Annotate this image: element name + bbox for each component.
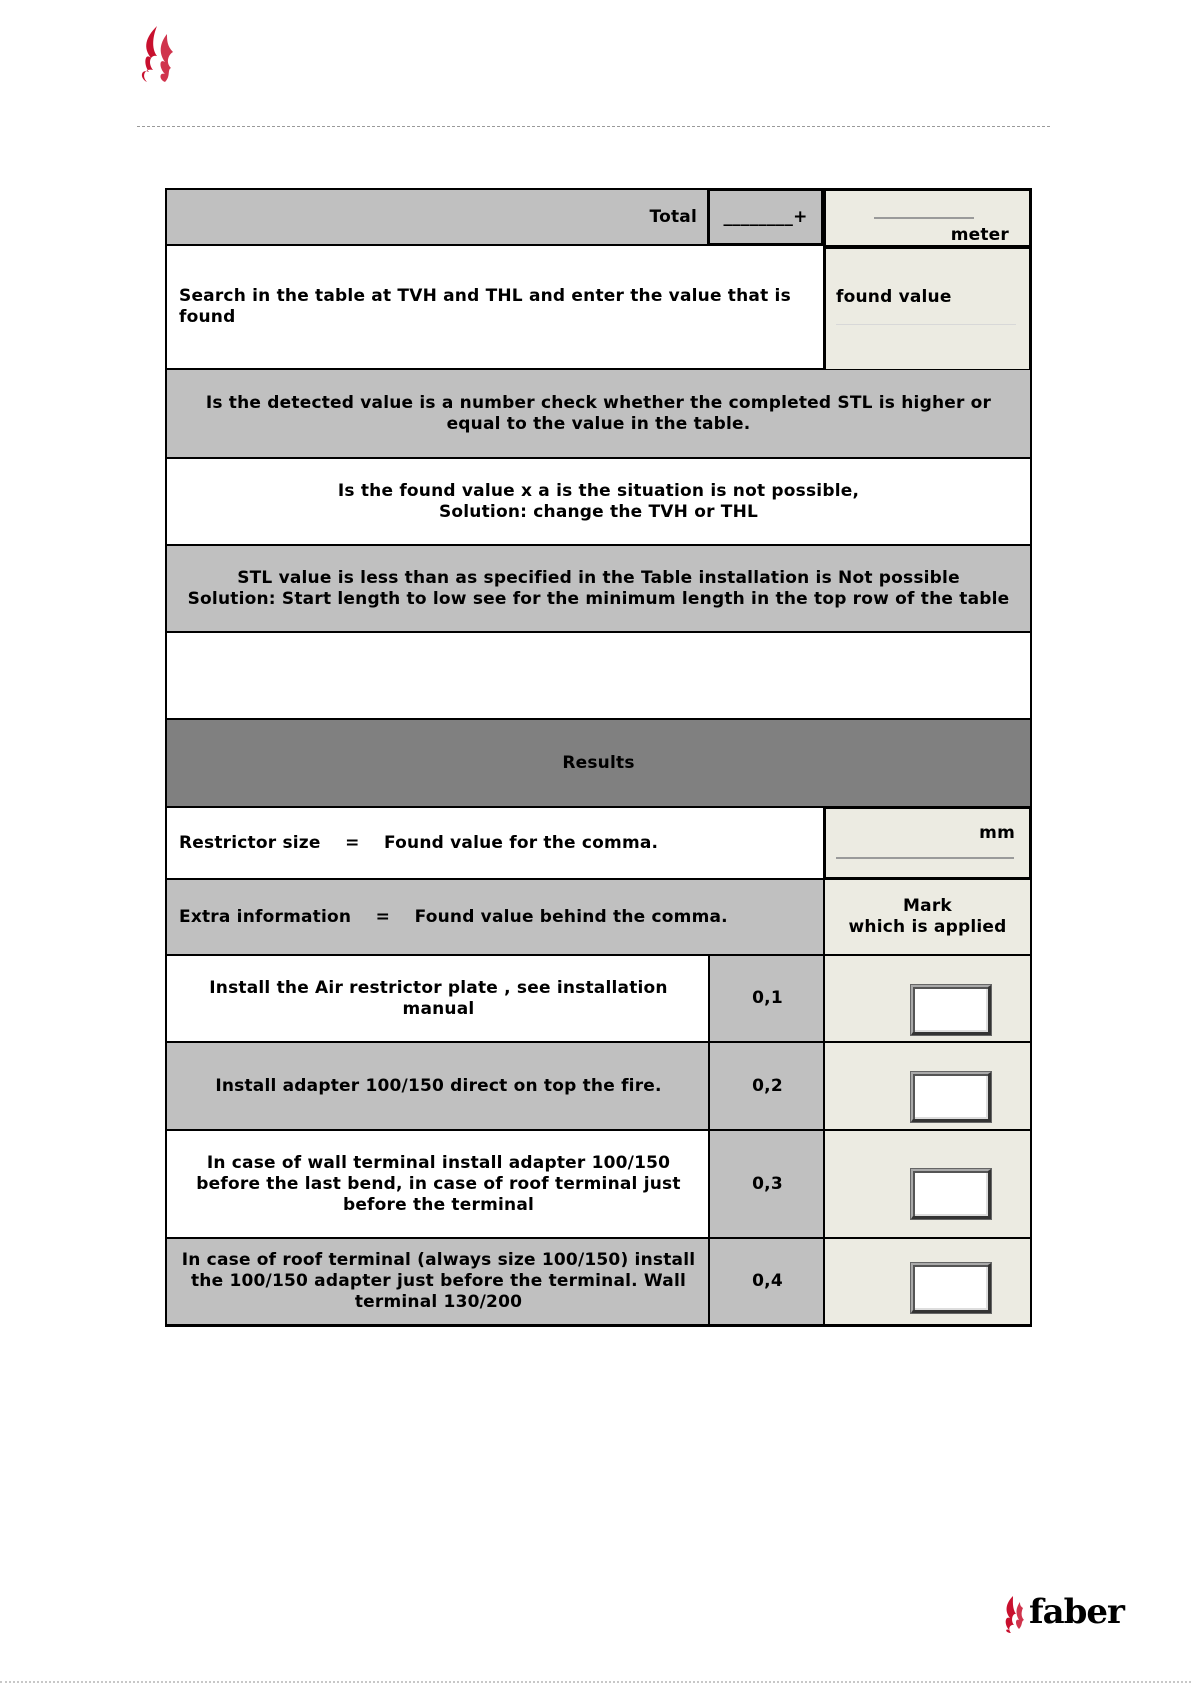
option-mark-cell xyxy=(823,1239,1032,1327)
option-code-cell xyxy=(708,956,825,1043)
total-unit: meter xyxy=(950,225,1009,245)
footer-divider xyxy=(0,1681,1191,1683)
stl-cell xyxy=(165,546,1032,633)
found-value-cell[interactable] xyxy=(823,246,1032,372)
option-row-4 xyxy=(165,1239,710,1327)
option-checkbox[interactable] xyxy=(911,1072,991,1122)
restrictor-field[interactable] xyxy=(836,857,1014,859)
option-mark-cell xyxy=(823,1043,1032,1131)
found-value-field[interactable] xyxy=(836,324,1016,325)
extra-info-cell xyxy=(165,880,825,956)
extra-info-text: Extra information = Found value behind the comma. xyxy=(179,906,728,927)
total-input-cell[interactable] xyxy=(707,188,824,246)
option-code: 0,1 xyxy=(752,988,783,1008)
stl-line1: STL value is less than as specified in the Table installation is Not possible xyxy=(237,567,960,588)
total-label-cell xyxy=(165,188,709,246)
found-value-label: found value xyxy=(836,287,952,307)
total-input[interactable]: ________+ xyxy=(723,206,808,227)
brand-name: faber xyxy=(1029,1592,1124,1632)
restrictor-text: Restrictor size = Found value for the comma. xyxy=(179,832,659,853)
option-description: In case of roof terminal (always size 100/150) install the 100/150 adapter just before the terminal. Wall terminal 130/200 xyxy=(181,1250,696,1312)
option-description: Install the Air restrictor plate , see installation manual xyxy=(209,977,668,1019)
option-code-cell xyxy=(708,1131,825,1239)
option-checkbox[interactable] xyxy=(911,1263,991,1313)
x-case-line1: Is the found value x a is the situation is not possible, xyxy=(337,480,860,501)
option-mark-cell xyxy=(823,1131,1032,1239)
search-instruction: Search in the table at TVH and THL and enter the value that is found xyxy=(179,286,791,327)
total-meter-field[interactable] xyxy=(874,217,974,219)
empty-row xyxy=(165,633,1032,720)
check-number-text: Is the detected value is a number check whether the completed STL is higher or equal to the value in the table. xyxy=(205,392,992,434)
restrictor-cell xyxy=(165,808,825,880)
restrictor-mm-cell[interactable] xyxy=(823,806,1032,880)
option-mark-cell xyxy=(823,956,1032,1043)
x-case-cell xyxy=(165,459,1032,546)
header-divider xyxy=(137,126,1050,127)
option-code: 0,4 xyxy=(752,1271,783,1291)
option-row-1 xyxy=(165,956,710,1043)
mark-heading-line1: Mark xyxy=(903,896,952,916)
mark-heading-cell xyxy=(823,880,1032,956)
option-checkbox[interactable] xyxy=(911,1169,991,1219)
results-heading-cell xyxy=(165,720,1032,808)
option-row-3 xyxy=(165,1131,710,1239)
results-heading: Results xyxy=(562,752,635,773)
faber-logo xyxy=(1001,1592,1124,1634)
total-meter-cell[interactable] xyxy=(823,188,1032,248)
x-case-line2: Solution: change the TVH or THL xyxy=(438,501,759,522)
total-label: Total xyxy=(649,206,697,227)
option-row-2 xyxy=(165,1043,710,1131)
stl-line2: Solution: Start length to low see for the minimum length in the top row of the table xyxy=(187,588,1010,609)
flame-icon xyxy=(135,24,185,84)
mark-heading-line2: which is applied xyxy=(848,917,1007,937)
option-checkbox[interactable] xyxy=(911,985,991,1035)
restrictor-form xyxy=(165,188,1032,1327)
search-instruction-cell xyxy=(165,246,825,370)
check-number-cell xyxy=(165,370,1032,459)
flame-icon xyxy=(1001,1594,1027,1634)
option-code-cell xyxy=(708,1239,825,1327)
option-description: Install adapter 100/150 direct on top the fire. xyxy=(215,1075,662,1096)
option-code: 0,2 xyxy=(752,1075,783,1096)
option-description: In case of wall terminal install adapter 100/150 before the last bend, in case of roof terminal just before the terminal xyxy=(196,1152,681,1215)
option-code: 0,3 xyxy=(752,1173,783,1194)
restrictor-unit: mm xyxy=(979,823,1015,843)
option-code-cell xyxy=(708,1043,825,1131)
